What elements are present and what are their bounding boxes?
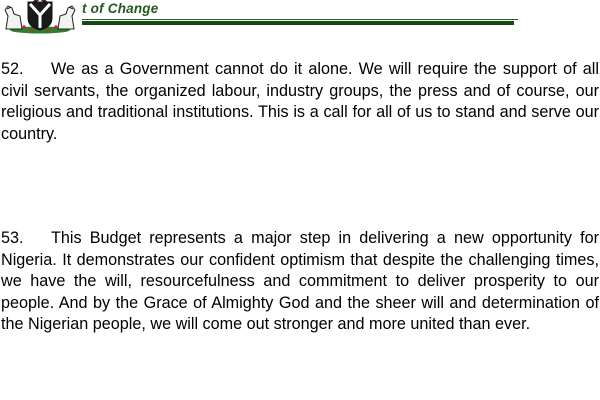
paragraph-number: 52. <box>1 60 24 78</box>
header-title: t of Change <box>82 1 159 16</box>
page-header <box>0 0 600 40</box>
header-rule-thick <box>82 21 514 25</box>
header-rule-thin <box>82 19 518 20</box>
paragraph-53 <box>1 228 599 336</box>
paragraph-52 <box>1 59 599 145</box>
coat-of-arms-icon <box>0 0 80 34</box>
paragraph-number: 53. <box>1 229 24 247</box>
paragraph-text: This Budget represents a major step in delivering a new opportunity for Nigeria. It demonstrates our confident optimism that despite the challenging times, we have the will, resourcefulness and commitment to deliver prosperity to our people. And by the Grace of Almighty God and the sheer will and determination of the Nigerian people, we will come out stronger and more united than ever. <box>1 229 599 334</box>
paragraph-text: We as a Government cannot do it alone. We will require the support of all civil servants, the organized labour, industry groups, the press and of course, our religious and traditional institutions. This is a call for all of us to stand and serve our country. <box>1 60 599 143</box>
